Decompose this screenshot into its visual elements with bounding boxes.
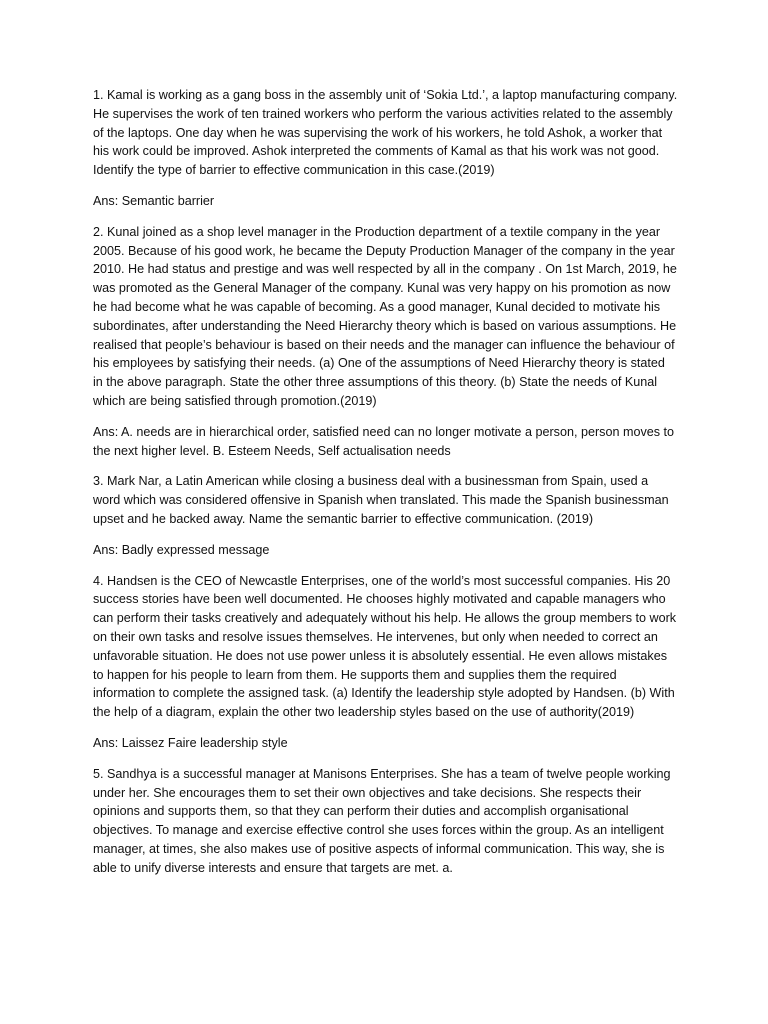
question-3: 3. Mark Nar, a Latin American while closing a business deal with a businessman from Spain, used a word which was considered offensive in Spanish when translated. This made the Spanish businessman upset and he backed away. Name the semantic barrier to effective communication. (2019) [93,474,669,526]
answer-3: Ans: Badly expressed message [93,542,270,557]
answer-2: Ans: A. needs are in hierarchical order, satisfied need can no longer motivate a person, person moves to the next higher level. B. Esteem Needs, Self actualisation needs [93,424,675,458]
question-2: 2. Kunal joined as a shop level manager in the Production department of a textile company in the year 2005. Because of his good work, he became the Deputy Production Manager of the company in the year 2010. He had status and prestige and was well respected by all in the company . On 1st March, 2019, he was promoted as the General Manager of the company. Kunal was very happy on his promotion as now he had become what he was capable of becoming. As a good manager, Kunal decided to motivate his subordinates, after understanding the Need Hierarchy theory which is based on various assumptions. He realised that people’s behaviour is based on their needs and the manager can influence the behaviour of his employees by satisfying their needs. (a) One of the assumptions of Need Hierarchy theory is stated in the above paragraph. State the other three assumptions of this theory. (b) State the needs of Kunal which are being satisfied through promotion.(2019) [93,224,677,408]
document-page [93,86,678,889]
question-5: 5. Sandhya is a successful manager at Manisons Enterprises. She has a team of twelve people working under her. She encourages them to set their own objectives and take decisions. She respects their opinions and supports them, so that they can perform their duties and accomplish organisational objectives. To manage and exercise effective control she uses forces within the group. As an intelligent manager, at times, she also makes use of positive aspects of informal communication. This way, she is able to unify diverse interests and ensure that targets are met. a. [93,766,671,875]
question-4: 4. Handsen is the CEO of Newcastle Enterprises, one of the world’s most successful companies. His 20 success stories have been well documented. He chooses highly motivated and capable managers who can perform their tasks creatively and adequately without his help. He allows the group members to work on their own tasks and resolve issues themselves. He intervenes, but only when needed to correct an unfavorable situation. He does not use power unless it is absolutely essential. He even allows mistakes to happen for his people to learn from them. He supports them and supplies them the required information to complete the assigned task. (a) Identify the leadership style adopted by Handsen. (b) With the help of a diagram, explain the other two leadership styles based on the use of authority(2019) [93,573,677,720]
question-1: 1. Kamal is working as a gang boss in the assembly unit of ‘Sokia Ltd.’, a laptop manufacturing company. He supervises the work of ten trained workers who perform the various activities related to the assembly of the laptops. One day when he was supervising the work of his workers, he told Ashok, a worker that his work could be improved. Ashok interpreted the comments of Kamal as that his work was not good. Identify the type of barrier to effective communication in this case.(2019) [93,88,678,178]
answer-4: Ans: Laissez Faire leadership style [93,735,288,750]
answer-1: Ans: Semantic barrier [93,193,215,208]
